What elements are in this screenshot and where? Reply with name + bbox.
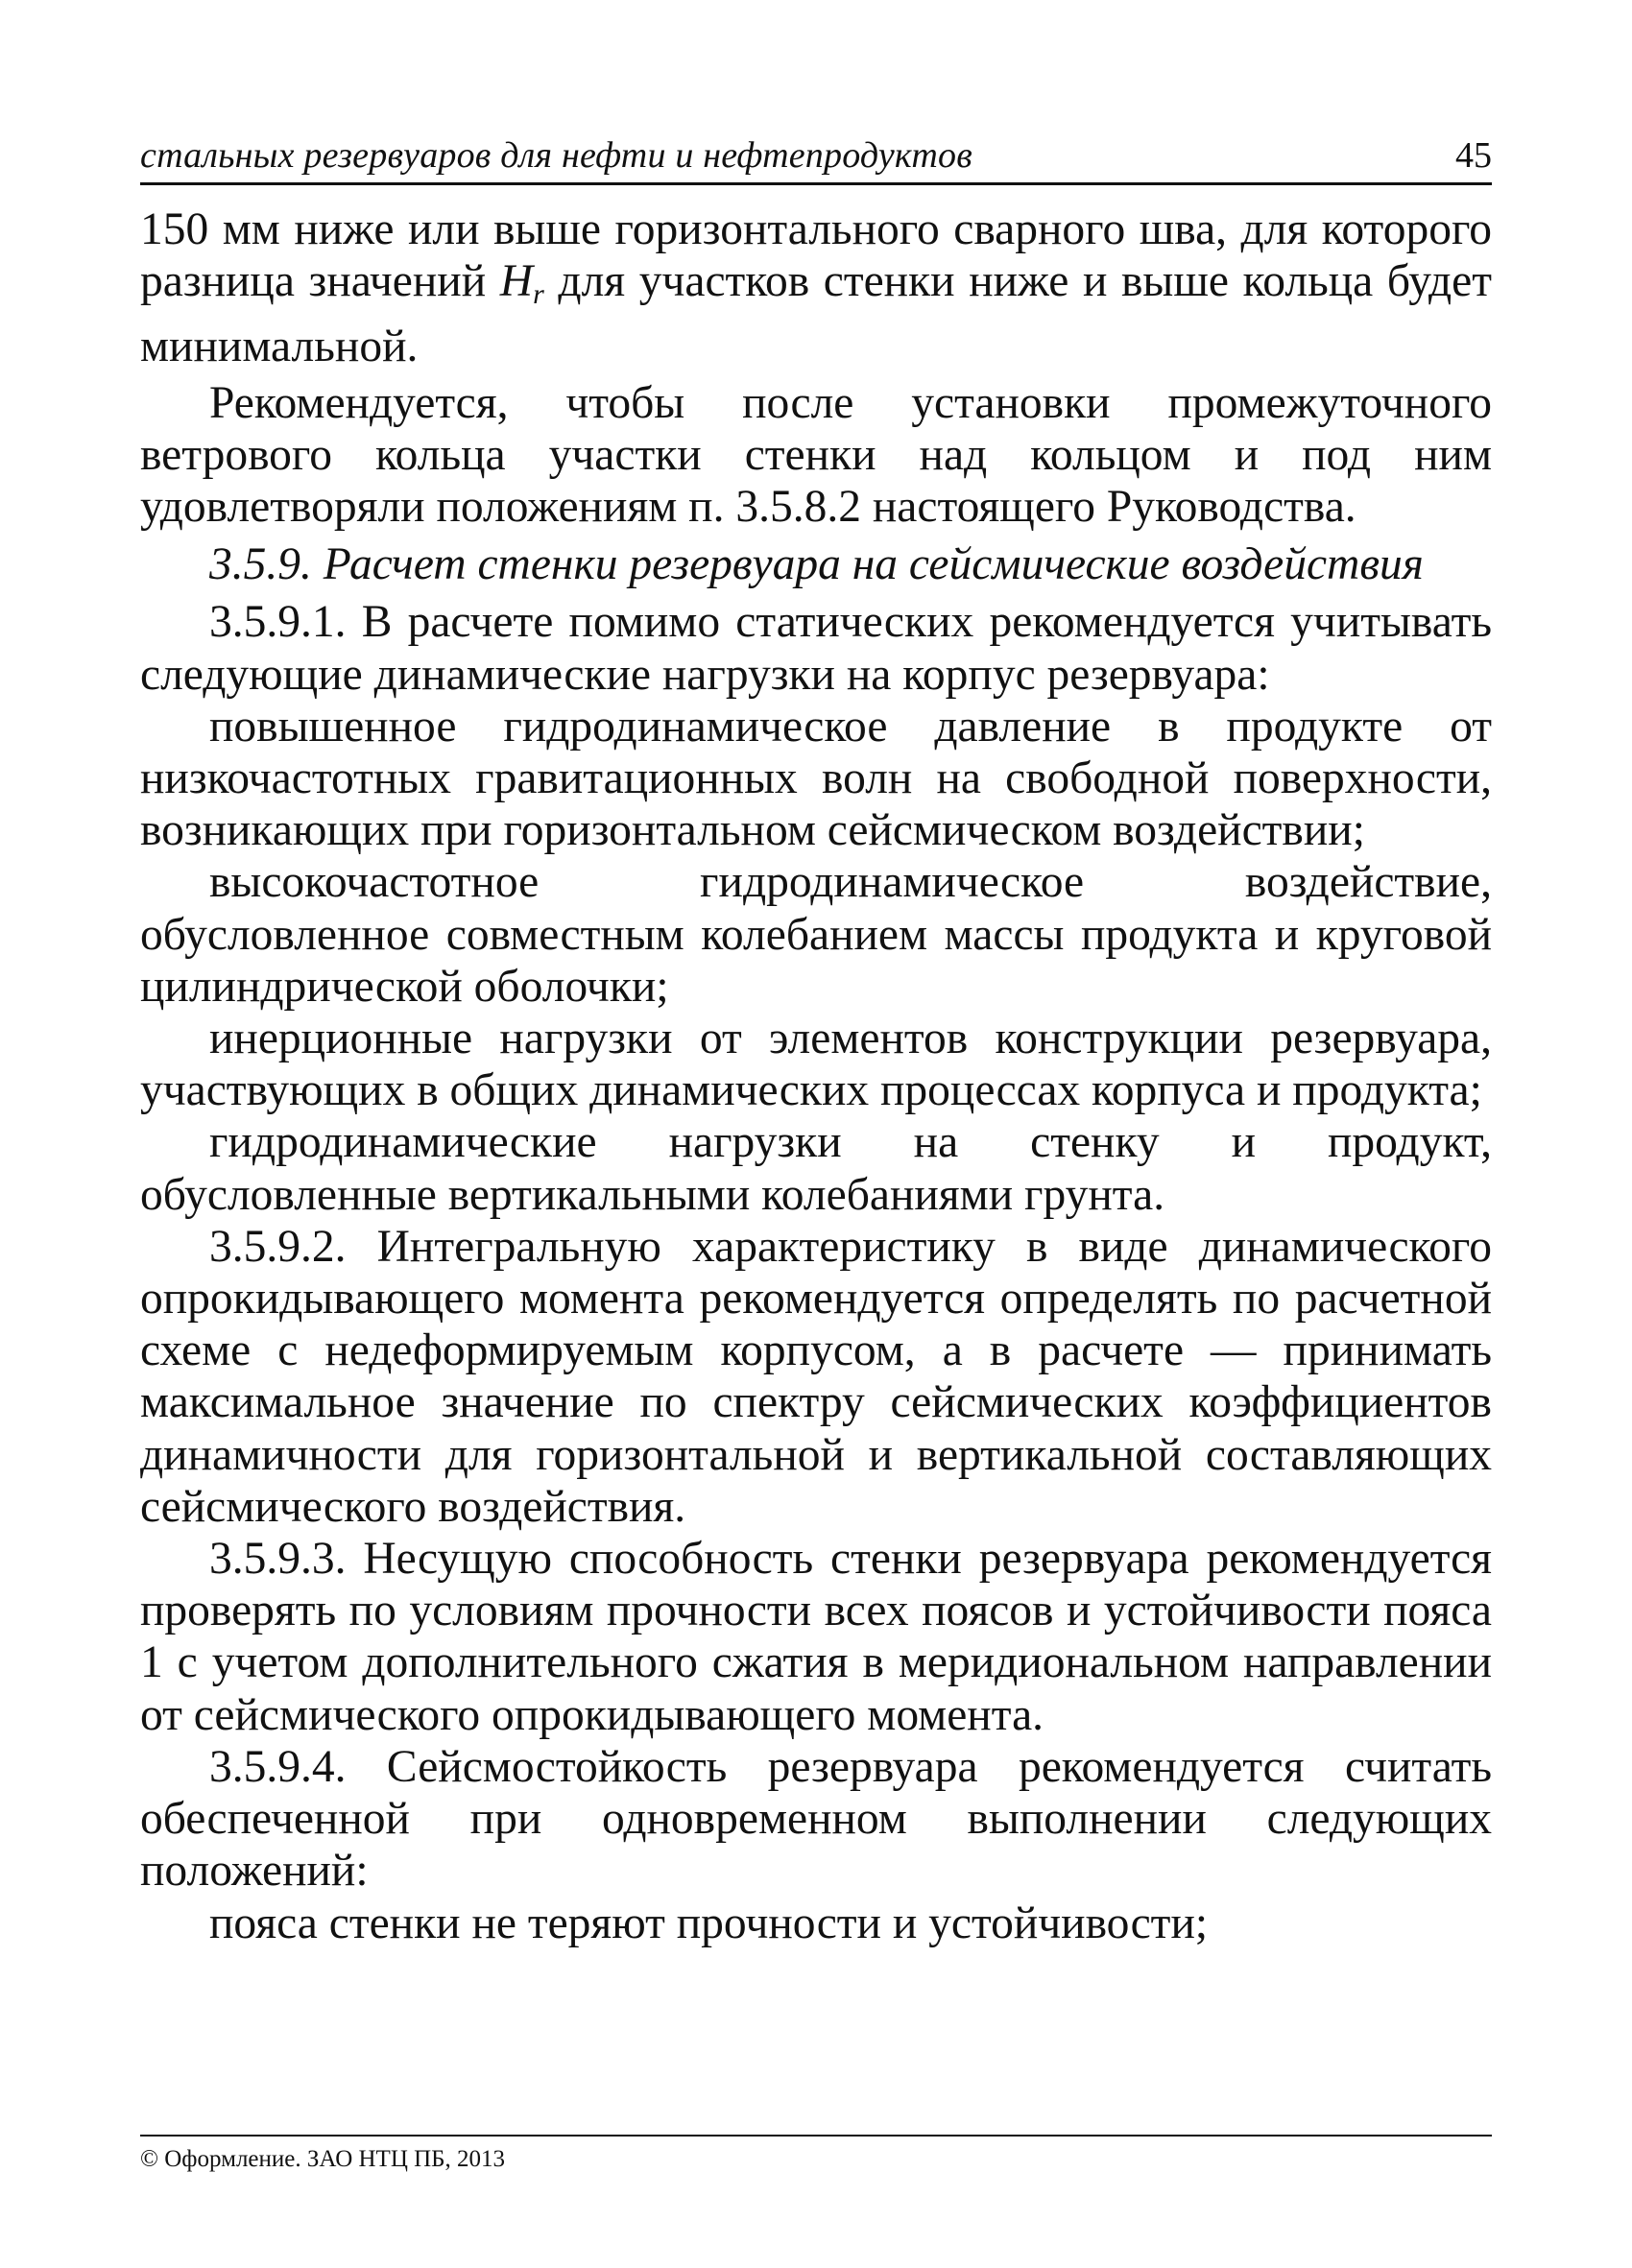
paragraph: 3.5.9.1. В расчете помимо статических рекомендуется учитывать следующие динамические нагрузки на корпус резервуара: <box>140 597 1492 700</box>
list-paragraph: гидродинамические нагрузки на стенку и продукт, обусловленные вертикальными колебаниями грунта. <box>140 1117 1492 1220</box>
variable-subscript: r <box>533 278 544 311</box>
footer-copyright: © Оформление. ЗАО НТЦ ПБ, 2013 <box>140 2146 506 2172</box>
list-paragraph: высокочастотное гидродинамическое воздействие, обусловленное совместным колебанием массы продукта и круговой цилиндрической оболочки; <box>140 857 1492 1012</box>
list-paragraph: повышенное гидродинамическое давление в продукте от низкочастотных гравитационных волн на свободной поверхности, возникающих при горизонтальном сейсмическом воздействии; <box>140 701 1492 856</box>
paragraph-text: для участков стенки ниже и выше кольца будет минимальной. <box>140 256 1492 372</box>
footer-divider <box>140 2135 1492 2137</box>
list-paragraph: пояса стенки не теряют прочности и устойчивости; <box>209 1898 1209 1948</box>
paragraph: Рекомендуется, чтобы после установки промежуточного ветрового кольца участки стенки над кольцом и под ним удовлетворяли положениям п. 3.5.8.2 настоящего Руководства. <box>140 377 1492 533</box>
paragraph-text: 150 мм ниже или выше горизонтального сварного шва, для которого разница значений <box>140 204 1492 307</box>
list-paragraph: инерционные нагрузки от элементов конструкции резервуара, участвующих в общих динамических процессах корпуса и продукта; <box>140 1014 1492 1116</box>
section-heading: 3.5.9. Расчет стенки резервуара на сейсмические воздействия <box>209 539 1424 590</box>
paragraph: 3.5.9.3. Несущую способность стенки резервуара рекомендуется проверять по условиям прочности всех поясов и устойчивости пояса 1 с учетом дополнительного сжатия в меридиональном направлении от сейсмического опрокидывающего момента. <box>140 1534 1492 1740</box>
variable-h-r <box>499 256 544 311</box>
paragraph-continuation <box>140 203 1492 373</box>
running-header <box>140 125 1492 185</box>
page-number: 45 <box>1455 135 1492 176</box>
body-text <box>140 203 1492 1949</box>
running-header-title: стальных резервуаров для нефти и нефтепродуктов <box>140 135 972 176</box>
paragraph: 3.5.9.4. Сейсмостойкость резервуара рекомендуется считать обеспеченной при одновременном выполнении следующих положений: <box>140 1741 1492 1897</box>
paragraph: 3.5.9.2. Интегральную характеристику в виде динамического опрокидывающего момента рекомендуется определять по расчетной схеме с недеформируемым корпусом, а в расчете — принимать максимальное значение по спектру сейсмических коэффициентов динамичности для горизонтальной и вертикальной составляющих сейсмического воздействия. <box>140 1221 1492 1532</box>
variable-symbol: H <box>499 256 534 307</box>
